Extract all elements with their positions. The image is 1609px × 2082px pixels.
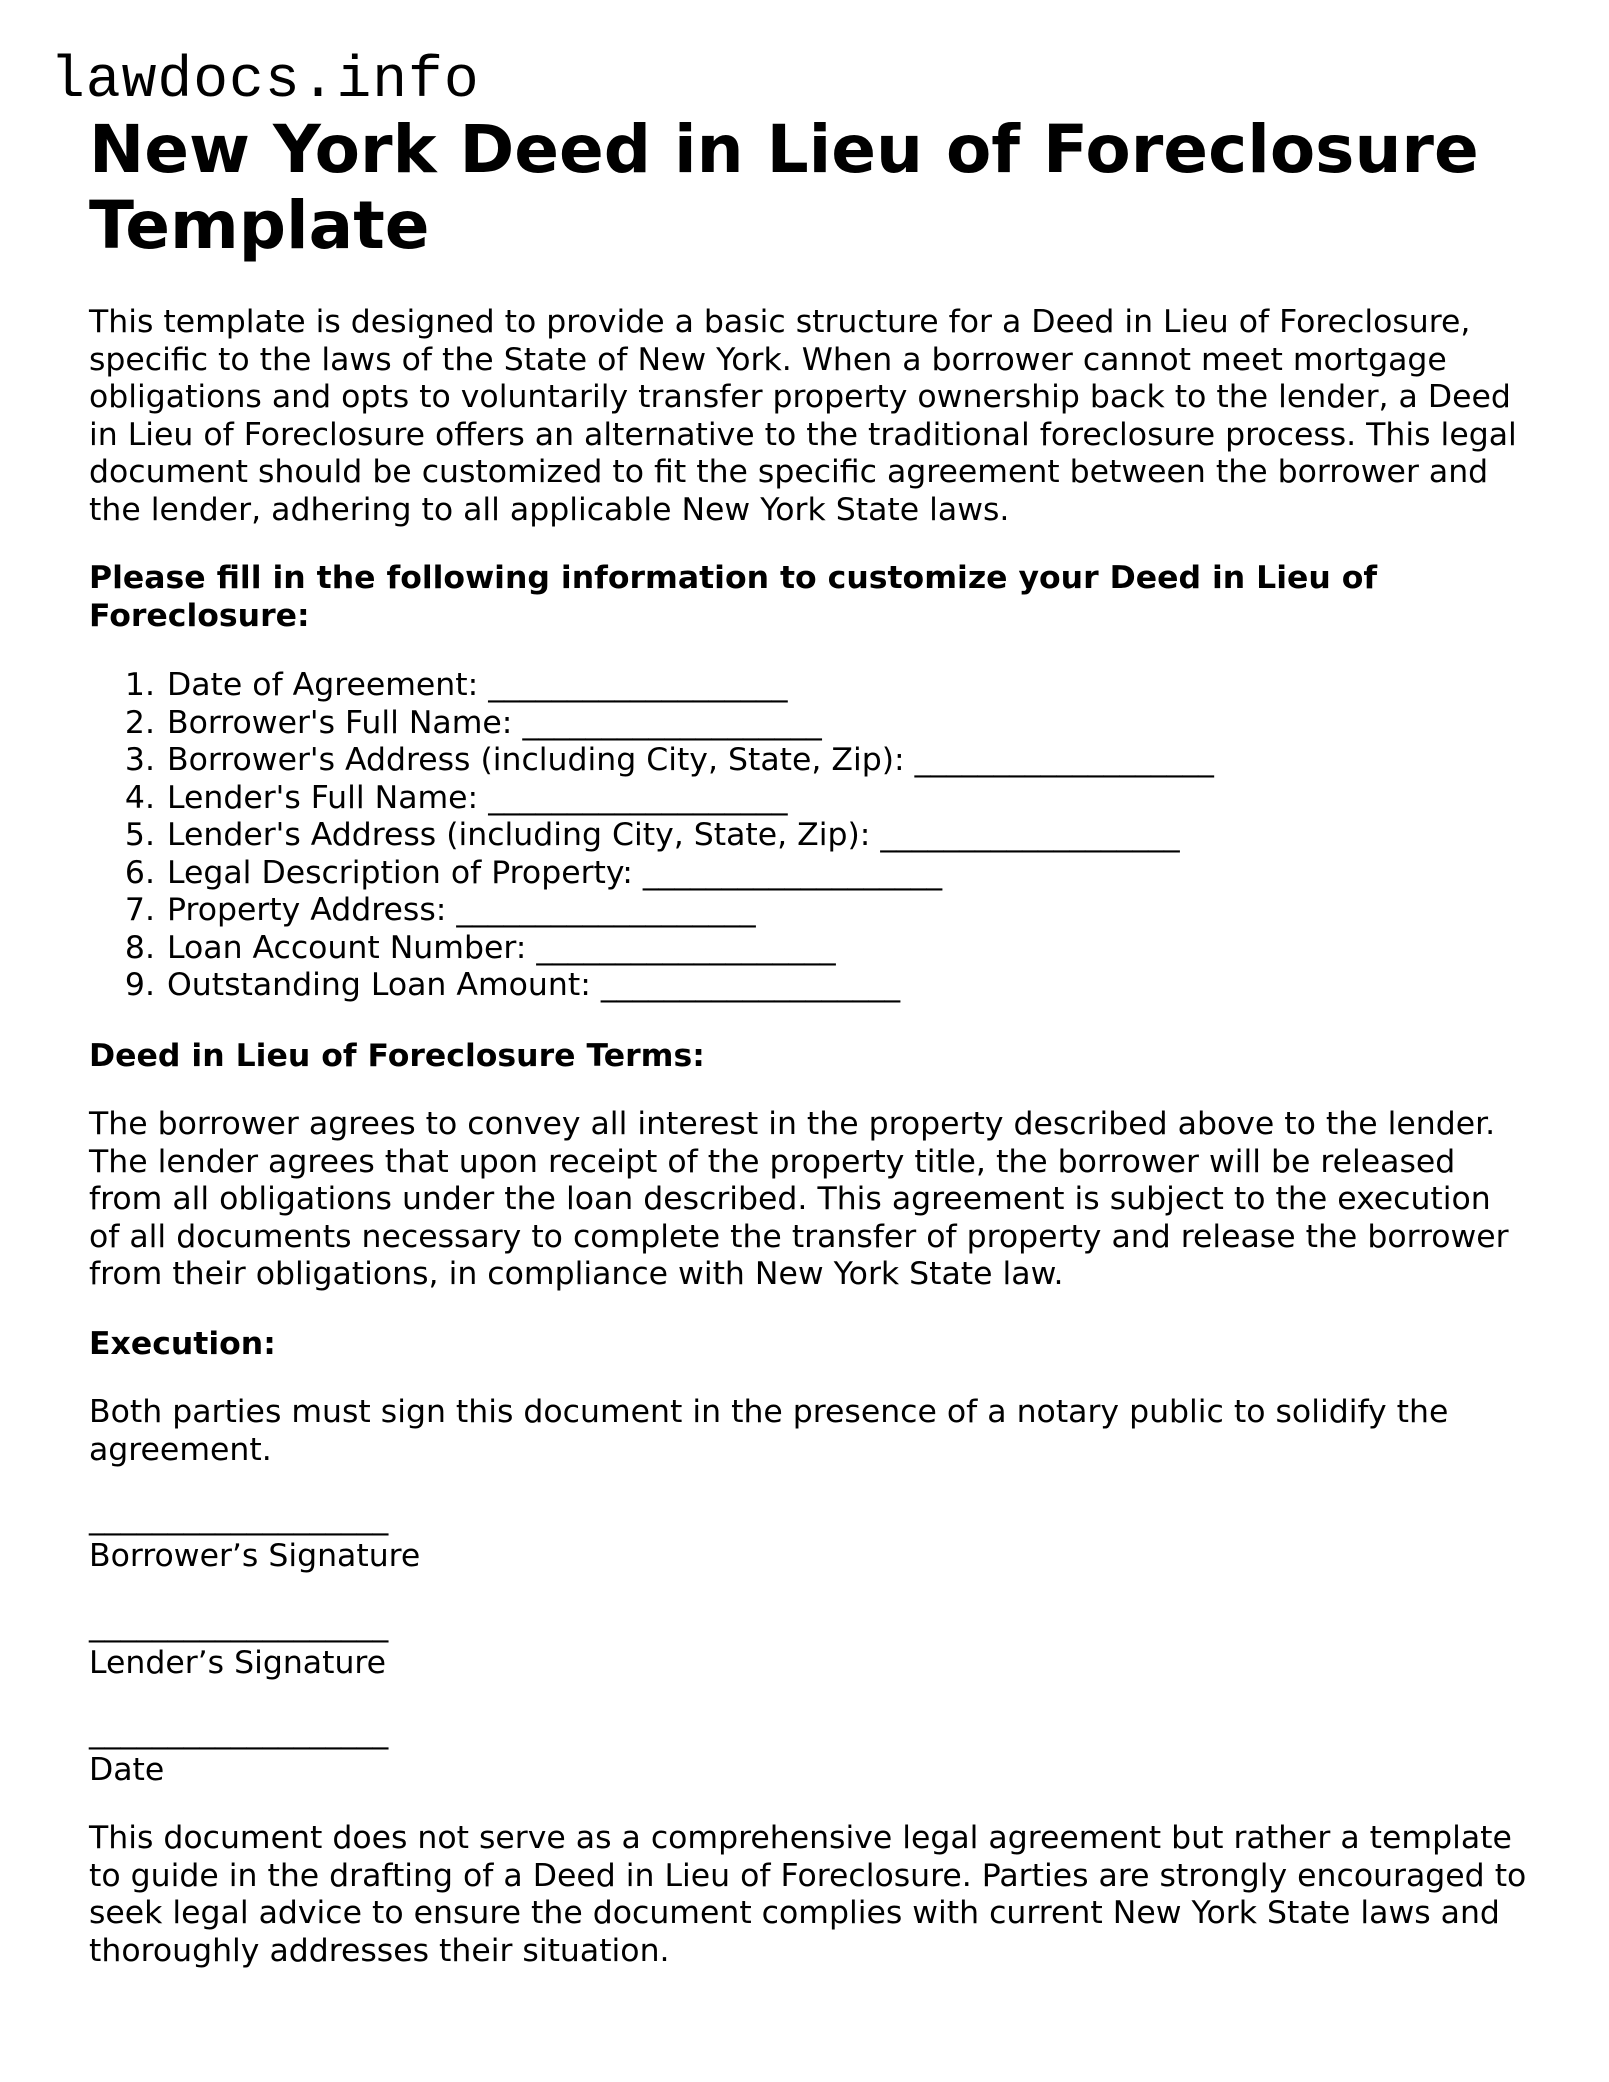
signature-line: ___________________ <box>89 1607 389 1643</box>
execution-paragraph: Both parties must sign this document in the presence of a notary public to solidify the agreement. <box>89 1394 1449 1468</box>
document-page <box>89 112 1529 1970</box>
field-borrower-address <box>165 742 1529 780</box>
field-loan-account-number <box>165 930 1529 968</box>
signature-label: Date <box>89 1751 165 1788</box>
fill-blank: ___________________ <box>914 742 1214 778</box>
fill-blank: ___________________ <box>456 892 756 928</box>
field-borrower-name <box>165 705 1529 743</box>
fill-blank: ___________________ <box>880 817 1180 853</box>
signature-line: ___________________ <box>89 1714 389 1750</box>
date-signature-block <box>89 1714 1529 1789</box>
site-watermark: lawdocs.info <box>50 49 480 114</box>
field-label: Borrower's Full Name: <box>167 704 513 741</box>
field-label: Date of Agreement: <box>167 667 479 703</box>
terms-heading: Deed in Lieu of Foreclosure Terms: <box>89 1037 705 1074</box>
field-label: Outstanding Loan Amount: <box>167 967 591 1003</box>
fill-blank: ___________________ <box>642 854 943 891</box>
lender-signature-block <box>89 1607 1529 1682</box>
terms-paragraph: The borrower agrees to convey all interest in the property described above to the lender. The lender agrees that upon receipt of the property title, the borrower will be released from all obligations under the loan described. This agreement is subject to the execution of all documents necessary to complete the transfer of property and release the borrower from their obligations, in compliance with New York State law. <box>89 1106 1509 1292</box>
info-field-list <box>89 667 1529 1005</box>
intro-paragraph: This template is designed to provide a basic structure for a Deed in Lieu of Foreclosure, specific to the laws of the State of New York. When a borrower cannot meet mortgage obligations and opts to voluntarily transfer property ownership back to the lender, a Deed in Lieu of Foreclosure offers an alternative to the traditional foreclosure process. This legal document should be customized to fit the specific agreement between the borrower and the lender, adhering to all applicable New York State laws. <box>89 304 1517 528</box>
disclaimer-paragraph: This document does not serve as a comprehensive legal agreement but rather a template to guide in the drafting of a Deed in Lieu of Foreclosure. Parties are strongly encouraged to seek legal advice to ensure the document complies with current New York State laws and thoroughly addresses their situation. <box>89 1820 1527 1969</box>
fill-blank: ___________________ <box>488 667 788 703</box>
field-legal-description <box>165 855 1529 893</box>
fill-blank: ___________________ <box>536 929 836 966</box>
field-label: Legal Description of Property: <box>167 854 633 891</box>
signature-line: ___________________ <box>89 1500 389 1536</box>
fill-in-heading: Please fill in the following information to customize your Deed in Lieu of Foreclosure: <box>89 560 1378 634</box>
borrower-signature-block <box>89 1500 1529 1575</box>
field-lender-name <box>165 780 1529 818</box>
field-label: Property Address: <box>167 892 447 928</box>
fill-blank: ___________________ <box>488 779 788 816</box>
fill-blank: ___________________ <box>600 967 901 1003</box>
document-title: New York Deed in Lieu of Foreclosure Template <box>89 111 1479 264</box>
field-outstanding-loan-amount <box>165 967 1529 1005</box>
fill-blank: ___________________ <box>522 704 822 741</box>
execution-heading: Execution: <box>89 1325 276 1362</box>
field-date-of-agreement <box>165 667 1529 705</box>
signature-label: Borrower’s Signature <box>89 1537 421 1574</box>
field-label: Lender's Address (including City, State, Zip): <box>167 817 871 853</box>
field-property-address <box>165 892 1529 930</box>
field-lender-address <box>165 817 1529 855</box>
field-label: Lender's Full Name: <box>167 779 479 816</box>
field-label: Loan Account Number: <box>167 929 527 966</box>
signature-label: Lender’s Signature <box>89 1644 387 1681</box>
field-label: Borrower's Address (including City, State, Zip): <box>167 742 905 778</box>
